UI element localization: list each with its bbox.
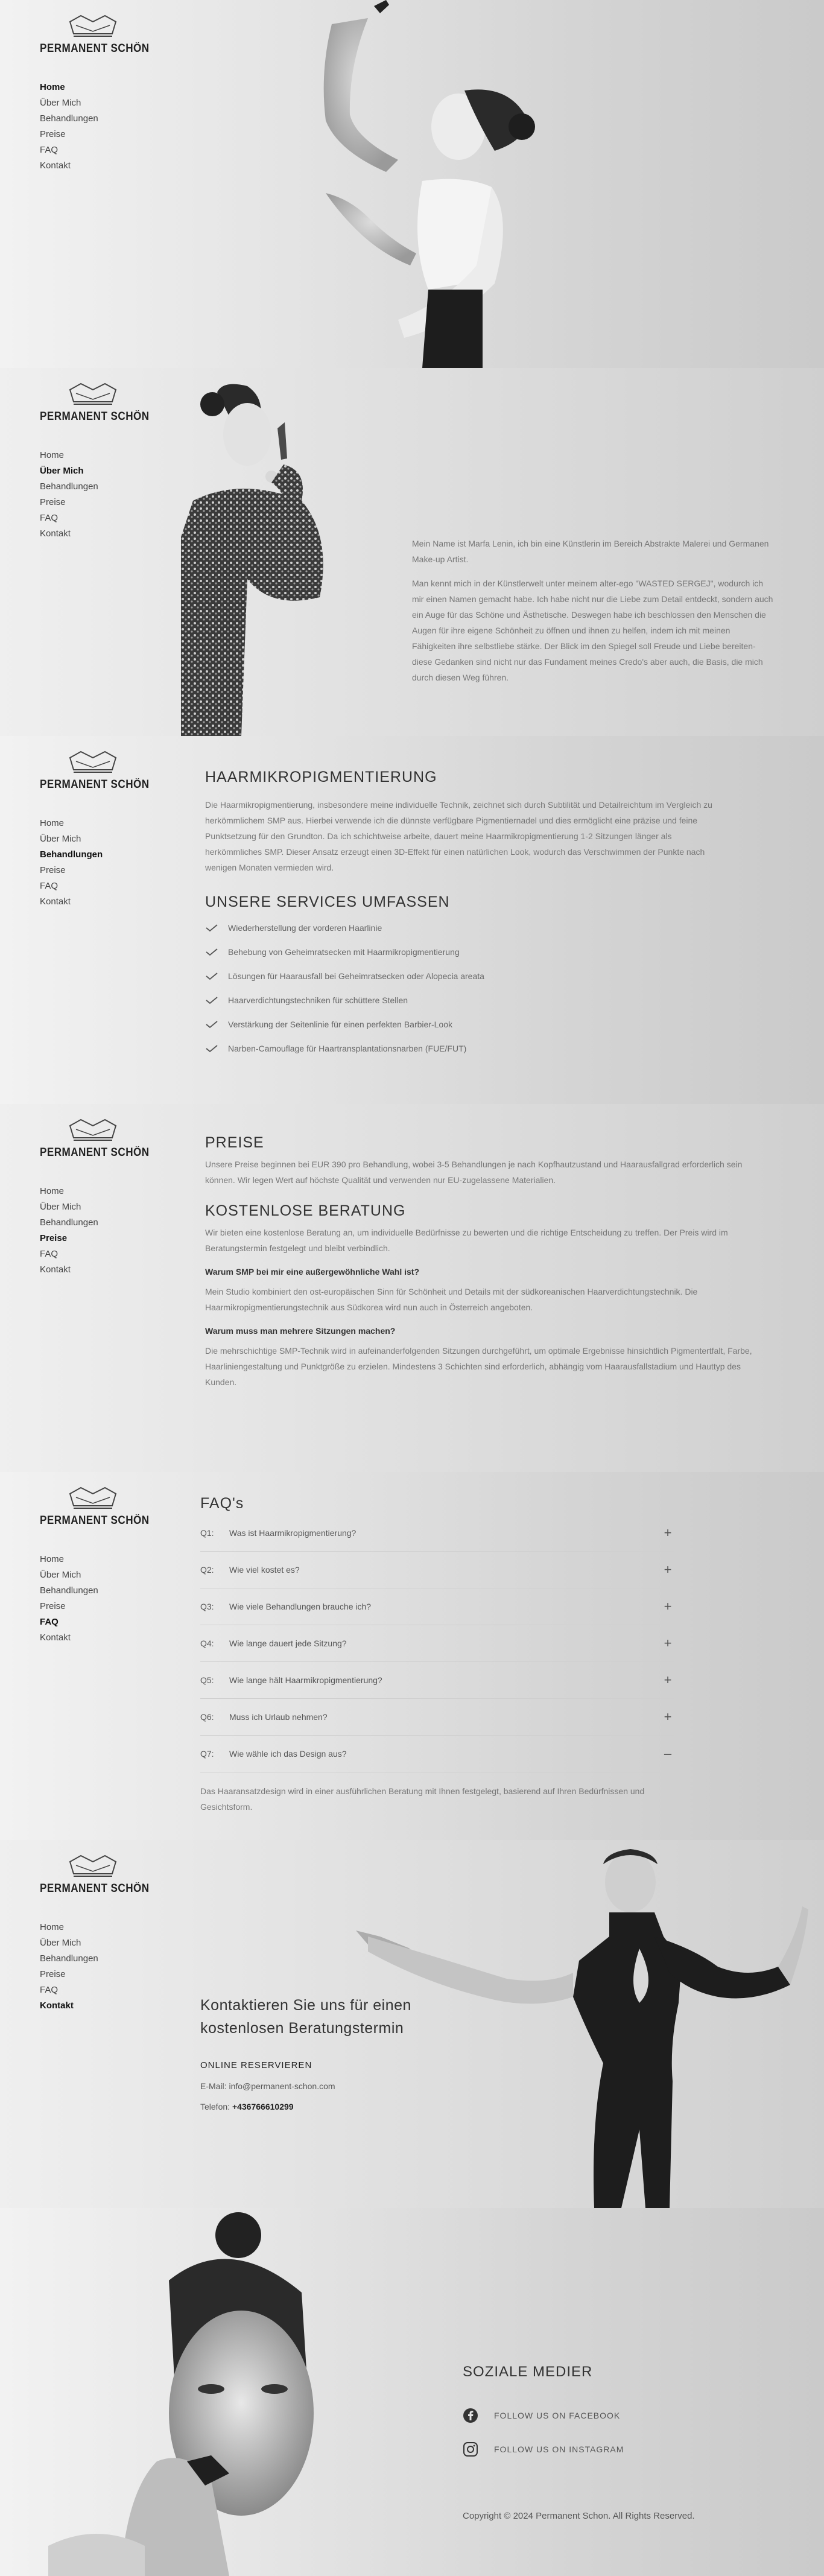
crown-logo-icon [64,1853,122,1880]
nav-home[interactable]: Home [40,82,65,92]
nav-treatments[interactable]: Behandlungen [40,1217,98,1228]
brand[interactable] [40,381,148,424]
nav-treatments[interactable]: Behandlungen [40,849,103,860]
nav-home[interactable]: Home [40,1922,65,1932]
about-model-image [181,380,410,736]
crown-logo-icon [64,749,122,776]
brand-name: PERMANENT SCHÖN [40,1146,150,1159]
nav-faq[interactable]: FAQ [40,1617,59,1627]
main-nav [40,1920,98,2014]
question-heading: Warum SMP bei mir eine außergewöhnliche Wahl ist? [205,1267,419,1277]
service-item: Verstärkung der Seitenlinie für einen perfekten Barbier-Look [205,1018,730,1030]
faq-title: FAQ's [200,1495,244,1512]
crown-logo-icon [64,1117,122,1144]
nav-prices[interactable]: Preise [40,1969,66,1979]
service-item: Lösungen für Haarausfall bei Geheimratsecken oder Alopecia areata [205,970,730,982]
section-contact [0,1840,824,2208]
brand-name: PERMANENT SCHÖN [40,1514,150,1527]
phone-link[interactable]: +436766610299 [232,2102,294,2111]
about-paragraph: Mein Name ist Marfa Lenin, ich bin eine Künstlerin im Bereich Abstrakte Malerei und Germanen Make-up Artist. [412,539,769,564]
service-item: Haarverdichtungstechniken für schüttere Stellen [205,994,730,1006]
faq-item[interactable]: Q5: Wie lange hält Haarmikropigmentierung? + [200,1662,674,1699]
crown-logo-icon [64,381,122,408]
service-item: Wiederherstellung der vorderen Haarlinie [205,922,730,934]
nav-home[interactable]: Home [40,1186,65,1196]
main-nav [40,80,98,174]
nav-prices[interactable]: Preise [40,497,66,507]
facebook-link[interactable]: FOLLOW US ON FACEBOOK [463,2399,752,2432]
brand[interactable] [40,1485,148,1528]
nav-about[interactable]: Über Mich [40,1202,81,1212]
nav-prices[interactable]: Preise [40,129,66,139]
treatments-text: Die Haarmikropigmentierung, insbesondere meine individuelle Technik, zeichnet sich durch Subtilität und Detailreichtum im Vergleich zu herkömmlichem SMP aus. Hierbei verwende ich die dünnste verfügbare Pigmentiernadel und dies ermöglicht eine präzise und feine Punktsetzung für den Grundton. Da ich schichtweise arbeite, dauert meine Haarmikropigmentierung 1-2 Sitzungen länger als herkömmliches SMP. Dieser Ansatz erzeugt einen 3D-Effekt für einen natürlichen Look, wodurch das Verschwimmen der Punkte nach wenigen Monaten vermieden wird. [205,800,712,872]
plus-icon[interactable]: + [664,1709,672,1724]
minus-icon[interactable]: – [664,1746,672,1761]
online-reservation-link[interactable]: ONLINE RESERVIEREN [200,2060,312,2070]
instagram-link[interactable]: FOLLOW US ON INSTAGRAM [463,2432,752,2466]
section-footer [0,2208,824,2576]
faq-item-open[interactable]: Q7: Wie wähle ich das Design aus? – [200,1736,674,1772]
nav-home[interactable]: Home [40,450,65,460]
service-item: Behebung von Geheimratsecken mit Haarmikropigmentierung [205,946,730,958]
brand-name: PERMANENT SCHÖN [40,778,150,791]
nav-home[interactable]: Home [40,818,65,828]
main-nav [40,1184,98,1278]
plus-icon[interactable]: + [664,1599,672,1614]
plus-icon[interactable]: + [664,1525,672,1540]
check-icon [205,1020,218,1029]
crown-logo-icon [64,1485,122,1512]
nav-faq[interactable]: FAQ [40,1985,59,1995]
contact-content [200,1994,454,2111]
email-link[interactable]: info@permanent-schon.com [229,2081,335,2091]
faq-item[interactable]: Q1: Was ist Haarmikropigmentierung? + [200,1515,674,1552]
check-icon [205,972,218,980]
brand-name: PERMANENT SCHÖN [40,1882,150,1895]
consult-title: KOSTENLOSE BERATUNG [205,1202,406,1219]
section-prices [0,1104,824,1472]
nav-faq[interactable]: FAQ [40,881,59,891]
prices-title: PREISE [205,1134,264,1151]
plus-icon[interactable]: + [664,1635,672,1651]
nav-treatments[interactable]: Behandlungen [40,1585,98,1596]
footer-social [463,2364,752,2521]
footer-model-image [48,2208,314,2576]
main-nav [40,448,98,542]
brand-name: PERMANENT SCHÖN [40,42,150,55]
nav-contact[interactable]: Kontakt [40,160,71,171]
nav-contact[interactable]: Kontakt [40,896,71,907]
nav-faq[interactable]: FAQ [40,145,59,155]
nav-faq[interactable]: FAQ [40,1249,59,1259]
question-heading: Warum muss man mehrere Sitzungen machen? [205,1326,396,1336]
answer-text: Die mehrschichtige SMP-Technik wird in aufeinanderfolgenden Sitzungen durchgeführt, um optimale Ergebnisse hinsichtlich Pigmentertfalt, Farbe, Haarliniengestaltung und Punktgröße zu erzielen. Mindestens 3 Schichten sind erforderlich, abhängig vom Haarausfallstadium und Hauttyp des Kunden. [205,1346,752,1387]
faq-item[interactable]: Q4: Wie lange dauert jede Sitzung? + [200,1625,674,1662]
nav-treatments[interactable]: Behandlungen [40,481,98,492]
answer-text: Mein Studio kombiniert den ost-europäischen Sinn für Schönheit und Details mit der südkoreanischen Haarverdichtungstechnik. Die Haarmikropigmentierungstechnik aus Südkorea wird nun auch in Österreich angeboten. [205,1287,698,1312]
section-faq [0,1472,824,1840]
main-nav [40,1552,98,1646]
nav-prices[interactable]: Preise [40,1601,66,1611]
service-item: Narben-Camouflage für Haartransplantationsnarben (FUE/FUT) [205,1042,730,1055]
nav-prices[interactable]: Preise [40,865,66,875]
nav-faq[interactable]: FAQ [40,513,59,523]
brand[interactable] [40,1117,148,1160]
nav-about[interactable]: Über Mich [40,98,81,108]
plus-icon[interactable]: + [664,1672,672,1687]
nav-about[interactable]: Über Mich [40,1570,81,1580]
main-nav [40,816,103,910]
instagram-icon [463,2441,478,2457]
check-icon [205,948,218,956]
faq-item[interactable]: Q6: Muss ich Urlaub nehmen? + [200,1699,674,1736]
nav-contact[interactable]: Kontakt [40,2000,74,2011]
phone-line: Telefon: +436766610299 [200,2102,294,2111]
about-text [412,536,774,694]
services-list [205,922,730,1055]
nav-contact[interactable]: Kontakt [40,1264,71,1275]
crown-logo-icon [64,13,122,40]
faq-content [200,1495,674,1823]
contact-title: Kontaktieren Sie uns für einen kostenlosen Beratungstermin [200,1997,411,2037]
faq-answer: Das Haaransatzdesign wird in einer ausführlichen Beratung mit Ihnen festgelegt, basierend auf Ihren Bedürfnissen und Gesichtsform. [200,1786,645,1812]
social-title: SOZIALE MEDIER [463,2364,593,2380]
nav-treatments[interactable]: Behandlungen [40,113,98,124]
check-icon [205,924,218,932]
facebook-icon [463,2408,478,2423]
section-home [0,0,824,368]
consult-text: Wir bieten eine kostenlose Beratung an, um individuelle Bedürfnisse zu bewerten und die richtige Entscheidung zu treffen. Der Preis wird im Beratungstermin festgelegt und bleibt verbindlich. [205,1228,728,1253]
check-icon [205,1044,218,1053]
hero-model-image [284,0,549,368]
brand[interactable] [40,749,148,792]
nav-about[interactable]: Über Mich [40,466,84,476]
nav-prices[interactable]: Preise [40,1233,68,1243]
about-paragraph: Man kennt mich in der Künstlerwelt unter meinem alter-ego "WASTED SERGEJ", wodurch ich mir einen Namen gemacht habe. Ich habe nicht nur die Liebe zum Detail entdeckt, sondern auch ein Auge für das Schöne und Ästhetische. Deswegen habe ich beschlossen den Menschen die Augen für ihre eigene Schönheit zu öffnen und ihnen zu helfen, indem ich mit meinen Fähigkeiten ihre selbstliebe stärke. Der Blick im den Spiegel soll Freude und Liebe bereiten- diese Gedanken sind nicht nur das Fundament meines Credo's aber auch, die Basis, die mich durch diesen Weg führen. [412,579,773,682]
nav-treatments[interactable]: Behandlungen [40,1953,98,1964]
nav-contact[interactable]: Kontakt [40,528,71,539]
nav-home[interactable]: Home [40,1554,65,1564]
nav-contact[interactable]: Kontakt [40,1632,71,1643]
check-icon [205,996,218,1004]
section-about [0,368,824,736]
brand-name: PERMANENT SCHÖN [40,410,150,423]
treatments-title: HAARMIKROPIGMENTIERUNG [205,769,437,785]
faq-item[interactable]: Q2: Wie viel kostet es? + [200,1552,674,1588]
copyright: Copyright © 2024 Permanent Schon. All Rights Reserved. [463,2511,695,2521]
brand[interactable] [40,1853,148,1896]
email-line: E-Mail: info@permanent-schon.com [200,2081,335,2091]
prices-text: Unsere Preise beginnen bei EUR 390 pro Behandlung, wobei 3-5 Behandlungen je nach Kopfhautzustand und Haarausfallgrad erforderlich sein können. Wir legen Wert auf höchste Qualität und verwenden nur EU-zugelassene Materialien. [205,1160,743,1185]
treatments-content [205,769,730,1067]
brand[interactable] [40,13,148,56]
nav-about[interactable]: Über Mich [40,1938,81,1948]
section-treatments [0,736,824,1104]
plus-icon[interactable]: + [664,1562,672,1577]
faq-item[interactable]: Q3: Wie viele Behandlungen brauche ich? + [200,1588,674,1625]
prices-content [205,1134,754,1398]
services-title: UNSERE SERVICES UMFASSEN [205,893,450,910]
nav-about[interactable]: Über Mich [40,834,81,844]
